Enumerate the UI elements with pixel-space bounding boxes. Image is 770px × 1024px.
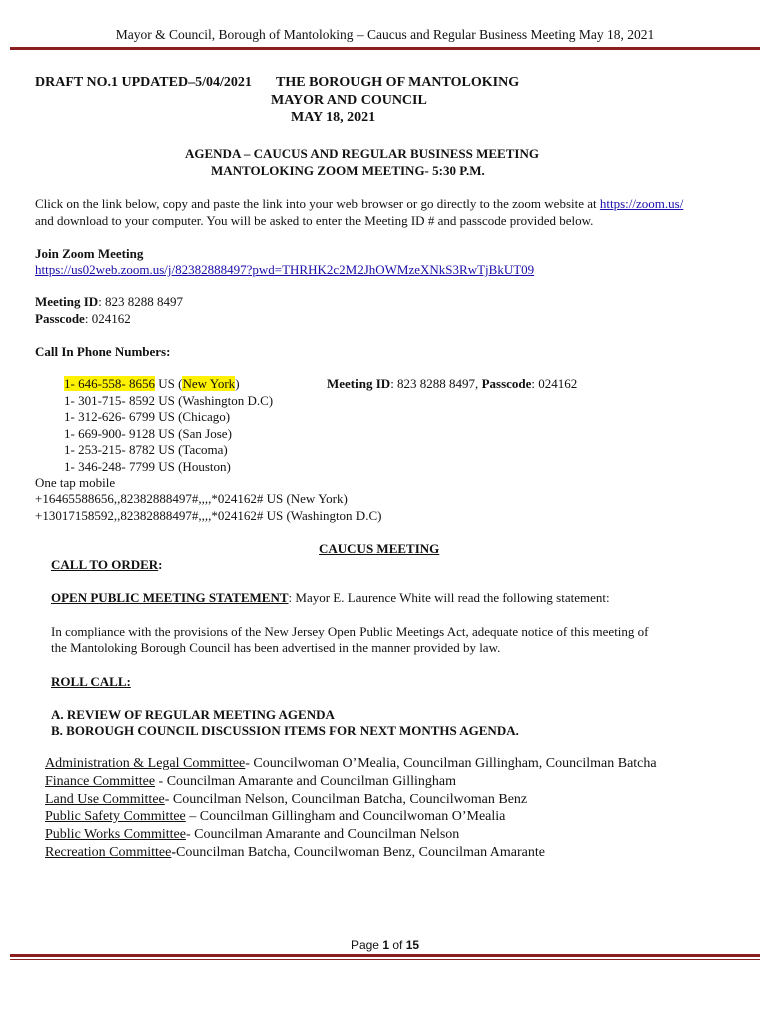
meeting-id: Meeting ID: 823 8288 8497 bbox=[35, 294, 184, 309]
agenda-item-b: B. BOROUGH COUNCIL DISCUSSION ITEMS FOR NEXT MONTHS AGENDA. bbox=[51, 723, 519, 738]
zoom-website-link[interactable]: https://zoom.us/ bbox=[599, 196, 684, 211]
agenda-title: AGENDA – CAUCUS AND REGULAR BUSINESS MEETING bbox=[185, 146, 539, 161]
passcode: Passcode: 024162 bbox=[35, 311, 131, 326]
phone-meeting-info: Meeting ID: 823 8288 8497, Passcode: 024162 bbox=[327, 376, 578, 391]
one-tap-number: +13017158592,,82382888497#,,,,*024162# US (Washington D.C) bbox=[35, 508, 382, 523]
roll-call: ROLL CALL: bbox=[51, 674, 131, 689]
committee-item: Public Works Committee- Councilman Amarante and Councilman Nelson bbox=[45, 827, 460, 842]
header-rule bbox=[10, 47, 760, 50]
page-number: Page 1 of 15 bbox=[350, 938, 420, 952]
caucus-heading: CAUCUS MEETING bbox=[319, 541, 440, 556]
committee-item: Public Safety Committee – Councilman Gillingham and Councilwoman O’Mealia bbox=[45, 809, 506, 824]
footer-rule-thin bbox=[10, 959, 760, 960]
one-tap-label: One tap mobile bbox=[35, 475, 116, 490]
zoom-meeting-link[interactable]: https://us02web.zoom.us/j/82382888497?pwd=THRHK2c2M2JhOWMzeXNkS3RwTjBkUT09 bbox=[35, 262, 535, 277]
phone-heading: Call In Phone Numbers: bbox=[35, 344, 171, 359]
join-zoom-heading: Join Zoom Meeting bbox=[35, 246, 144, 261]
running-header: Mayor & Council, Borough of Mantoloking – Caucus and Regular Business Meeting May 18, 2021 bbox=[115, 27, 655, 42]
footer-rule-thick bbox=[10, 954, 760, 957]
phone-number: 1- 301-715- 8592 US (Washington D.C) bbox=[64, 393, 274, 408]
open-public-meeting-statement: OPEN PUBLIC MEETING STATEMENT: Mayor E. Laurence White will read the following statement: bbox=[51, 590, 610, 605]
phone-number: 1- 346-248- 7799 US (Houston) bbox=[64, 459, 231, 474]
intro-text: Click on the link below, copy and paste the link into your web browser or go directly to the zoom website at bbox=[35, 196, 600, 211]
draft-label: DRAFT NO.1 UPDATED–5/04/2021 bbox=[35, 75, 252, 90]
committee-item: Land Use Committee- Councilman Nelson, Councilman Batcha, Councilwoman Benz bbox=[45, 792, 528, 807]
committee-item: Administration & Legal Committee- Councilwoman O’Mealia, Councilman Gillingham, Councilman Batcha bbox=[45, 756, 657, 771]
compliance-line-2: the Mantoloking Borough Council has been advertised in the manner provided by law. bbox=[51, 640, 501, 655]
intro-line-2: and download to your computer. You will be asked to enter the Meeting ID # and passcode provided below. bbox=[35, 213, 594, 228]
compliance-line-1: In compliance with the provisions of the New Jersey Open Public Meetings Act, adequate notice of this meeting of bbox=[51, 624, 649, 639]
meeting-date: MAY 18, 2021 bbox=[291, 110, 376, 125]
mayor-council-title: MAYOR AND COUNCIL bbox=[271, 93, 427, 108]
agenda-item-a: A. REVIEW OF REGULAR MEETING AGENDA bbox=[51, 707, 335, 722]
phone-number: 1- 669-900- 9128 US (San Jose) bbox=[64, 426, 232, 441]
one-tap-number: +16465588656,,82382888497#,,,,*024162# US (New York) bbox=[35, 491, 348, 506]
phone-number: 1- 312-626- 6799 US (Chicago) bbox=[64, 409, 231, 424]
call-to-order: CALL TO ORDER: bbox=[51, 557, 163, 572]
committee-item: Recreation Committee-Councilman Batcha, Councilwoman Benz, Councilman Amarante bbox=[45, 845, 546, 860]
phone-number: 1- 253-215- 8782 US (Tacoma) bbox=[64, 442, 228, 457]
phone-number-new-york: 1- 646-558- 8656 US (New York) bbox=[64, 376, 240, 391]
agenda-subtitle: MANTOLOKING ZOOM MEETING- 5:30 P.M. bbox=[211, 163, 485, 178]
committee-item: Finance Committee - Councilman Amarante and Councilman Gillingham bbox=[45, 774, 456, 789]
borough-title: THE BOROUGH OF MANTOLOKING bbox=[276, 75, 520, 90]
intro-line-1 bbox=[35, 196, 683, 212]
